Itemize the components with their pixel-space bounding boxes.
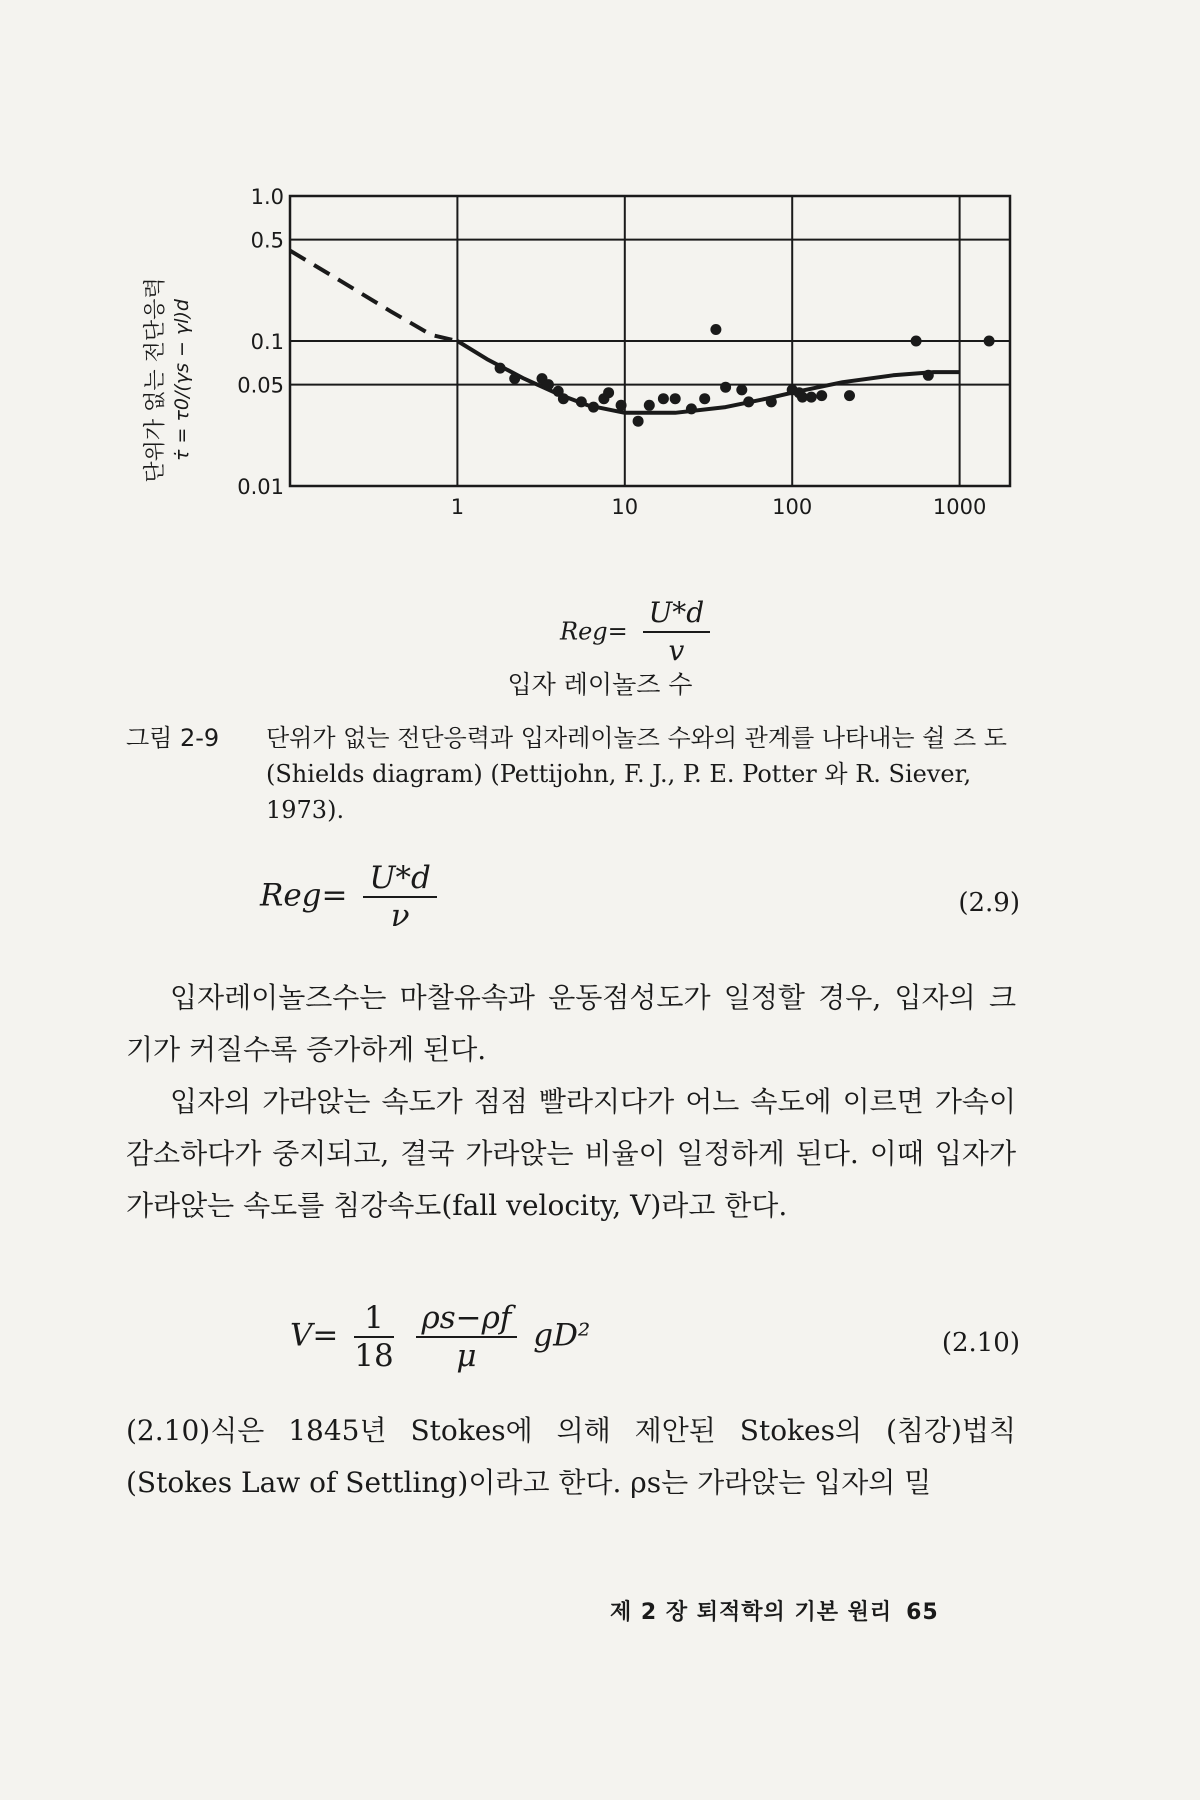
y-axis-korean-label: 단위가 없는 전단응력 <box>143 277 168 483</box>
data-point <box>588 402 599 413</box>
eq210-fraction-2 <box>416 1300 518 1374</box>
eq210-tail: gD² <box>533 1317 591 1354</box>
data-point <box>558 393 569 404</box>
x-formula-denominator: v <box>668 634 685 667</box>
eq210-denominator-1: 18 <box>354 1338 394 1374</box>
data-point <box>710 324 721 335</box>
eq210-numerator-2: ρs−ρf <box>416 1300 518 1338</box>
eq210-lhs: V= <box>290 1317 339 1354</box>
eq210-denominator-2: μ <box>456 1338 477 1374</box>
eq29-lhs: Reg= <box>260 877 348 914</box>
figure-caption-text: 단위가 없는 전단응력과 입자레이놀즈 수와의 관계를 나타내는 쉴 즈 도(Shields diagram) (Pettijohn, F. J., P. E. Potter 와 R. Siever, 1973). <box>266 724 1007 824</box>
data-point <box>923 370 934 381</box>
data-point <box>816 390 827 401</box>
equation-2-10 <box>290 1300 590 1374</box>
x-axis-formula <box>560 595 716 669</box>
data-point <box>699 393 710 404</box>
data-point <box>743 396 754 407</box>
eq210-fraction-1 <box>354 1300 393 1374</box>
y-tick-label: 1.0 <box>250 185 284 209</box>
x-tick-label: 10 <box>611 495 639 519</box>
data-point <box>670 393 681 404</box>
figure-number: 그림 2-9 <box>126 724 220 752</box>
data-point <box>766 396 777 407</box>
eq29-fraction <box>363 860 436 934</box>
equation-2-9 <box>260 860 443 934</box>
data-point <box>720 382 731 393</box>
y-tick-label: 0.01 <box>237 475 284 499</box>
eq29-numerator: U*d <box>363 860 436 898</box>
data-point <box>644 400 655 411</box>
data-point <box>686 403 697 414</box>
chart-axes <box>237 185 1010 519</box>
data-point <box>911 336 922 347</box>
data-point <box>844 390 855 401</box>
y-tick-label: 0.05 <box>237 373 284 398</box>
data-point <box>806 392 817 403</box>
y-axis-formula-label: τ̇ = τ0/(γs − γl)d <box>171 299 193 461</box>
data-point <box>616 400 627 411</box>
running-footer: 제 2 장 퇴적학의 기본 원리 <box>610 1600 893 1625</box>
data-point <box>658 393 669 404</box>
x-tick-label: 1000 <box>932 495 987 519</box>
data-point <box>633 416 644 427</box>
paragraph-3: (2.10)식은 1845년 Stokes에 의해 제안된 Stokes의 (침강)법칙(Stokes Law of Settling)이라고 한다. ρs는 가라앉는 입자의 밀 <box>126 1414 1016 1499</box>
x-tick-label: 100 <box>772 495 813 519</box>
y-tick-label: 0.5 <box>250 228 284 253</box>
data-point <box>495 363 506 374</box>
eq29-denominator: ν <box>390 898 410 934</box>
chart-y-axis-title <box>143 277 193 482</box>
data-point <box>984 336 995 347</box>
figure-caption <box>126 720 1026 828</box>
paragraph-2: 입자의 가라앉는 속도가 점점 빨라지다가 어느 속도에 이르면 가속이 감소하다가 중지되고, 결국 가라앉는 비율이 일정하게 된다. 이때 입자가 가라앉는 속도를 침강속도(fall velocity, V)라고 한다. <box>126 1085 1016 1222</box>
data-point <box>576 396 587 407</box>
chart-grid <box>290 196 1010 486</box>
data-point <box>509 373 520 384</box>
chart-points <box>495 324 995 427</box>
x-axis-korean-label: 입자 레이놀즈 수 <box>507 670 693 699</box>
y-tick-label: 0.1 <box>250 330 284 354</box>
data-point <box>603 387 614 398</box>
shields-curve-dashed <box>290 251 457 341</box>
paragraph-1: 입자레이놀즈수는 마찰유속과 운동점성도가 일정할 경우, 입자의 크기가 커질수록 증가하게 된다. <box>126 981 1016 1066</box>
data-point <box>736 384 747 395</box>
page-number: 65 <box>906 1600 939 1625</box>
data-point <box>543 379 554 390</box>
x-tick-label: 1 <box>450 495 465 519</box>
x-formula-numerator: U*d <box>643 595 711 633</box>
equation-2-9-number: (2.9) <box>958 888 1020 918</box>
x-formula-fraction <box>643 595 711 669</box>
eq210-numerator-1: 1 <box>354 1300 393 1338</box>
page-footer <box>610 1595 939 1626</box>
equation-2-10-number: (2.10) <box>941 1328 1020 1358</box>
shields-diagram <box>143 185 1030 610</box>
x-formula-lhs: Reg= <box>560 617 628 646</box>
